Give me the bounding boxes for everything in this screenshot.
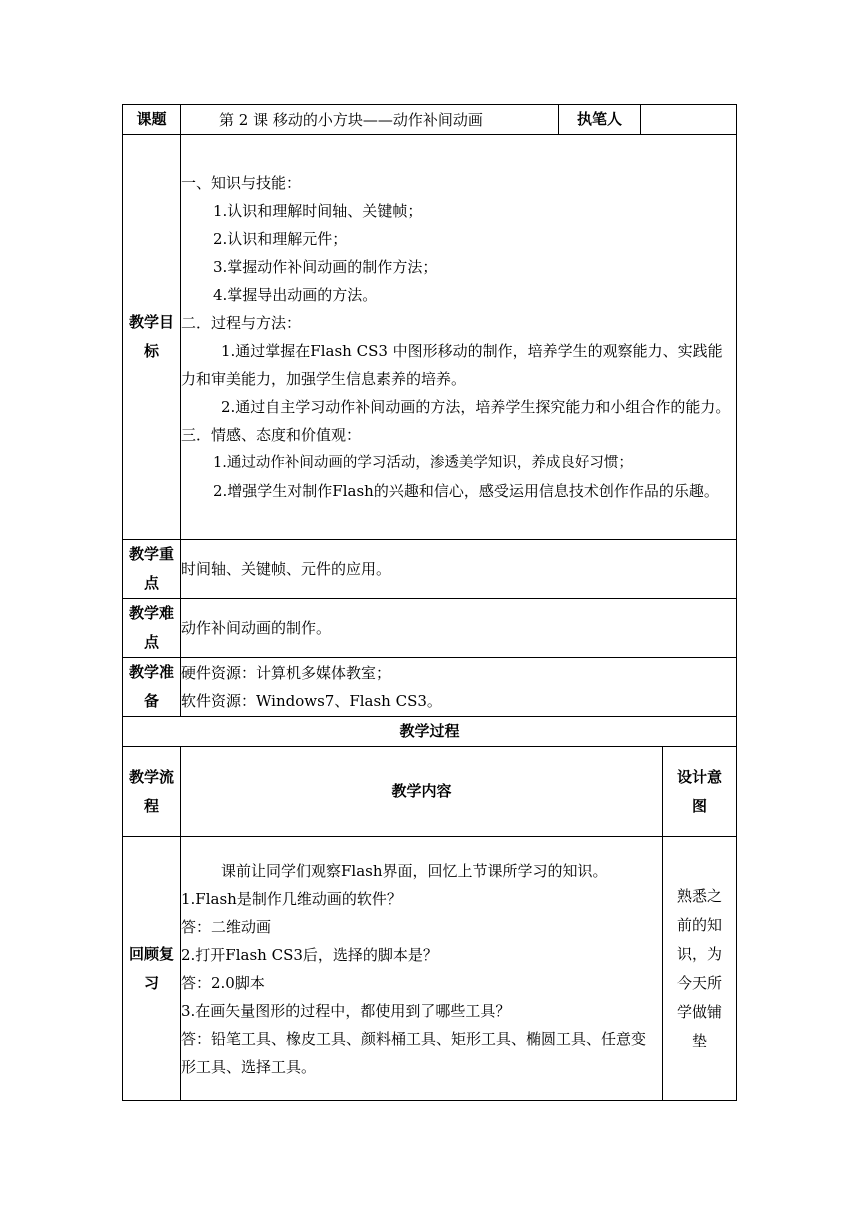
author-label: 执笔人 xyxy=(559,105,641,135)
preparation-content xyxy=(181,658,737,717)
col-content-header: 教学内容 xyxy=(181,747,663,837)
key-points-text: 时间轴、关键帧、元件的应用。 xyxy=(181,540,737,599)
col-intent-header: 设计意图 xyxy=(663,747,737,837)
goals-item: 2.增强学生对制作Flash的兴趣和信心，感受运用信息技术创作作品的乐趣。 xyxy=(213,482,719,500)
review-intro: 课前让同学们观察Flash界面，回忆上节课所学习的知识。 xyxy=(221,861,608,880)
goals-item: 1.通过掌握在Flash CS3 中图形移动的制作，培养学生的观察能力、实践能力和审美能力，加强学生信息素养的培养。 xyxy=(181,342,723,388)
goals-item: 2.通过自主学习动作补间动画的方法，培养学生探究能力和小组合作的能力。 xyxy=(221,398,731,416)
review-answer: 答：2.0脚本 xyxy=(181,973,265,992)
preparation-label: 教学准备 xyxy=(123,658,181,717)
review-answer: 答：二维动画 xyxy=(181,917,272,936)
goals-item: 3.掌握动作补间动画的制作方法； xyxy=(213,258,438,276)
process-title: 教学过程 xyxy=(123,717,737,747)
review-content xyxy=(181,837,663,1101)
difficulties-label: 教学难点 xyxy=(123,599,181,658)
review-question: 1.Flash是制作几维动画的软件？ xyxy=(181,889,402,908)
review-question: 2.打开Flash CS3后，选择的脚本是？ xyxy=(181,945,438,964)
goals-item: 1.认识和理解时间轴、关键帧； xyxy=(213,202,423,220)
goals-item: 4.掌握导出动画的方法。 xyxy=(213,286,378,304)
review-row xyxy=(123,837,737,1101)
lesson-plan-table xyxy=(122,104,737,1101)
review-question: 3.在画矢量图形的过程中，都使用到了哪些工具？ xyxy=(181,1001,511,1020)
preparation-software: 软件资源：Windows7、Flash CS3。 xyxy=(181,692,442,710)
key-points-row xyxy=(123,540,737,599)
author-value xyxy=(641,105,737,135)
goals-section-2: 二．过程与方法： xyxy=(181,314,302,332)
topic-title: 第 2 课 移动的小方块——动作补间动画 xyxy=(181,105,559,135)
col-flow-header: 教学流程 xyxy=(123,747,181,837)
review-answer: 答：铅笔工具、橡皮工具、颜料桶工具、矩形工具、椭圆工具、任意变形工具、选择工具。 xyxy=(181,1029,647,1076)
goals-section-1: 一、知识与技能： xyxy=(181,174,302,192)
topic-label: 课题 xyxy=(123,105,181,135)
review-label: 回顾复习 xyxy=(123,837,181,1101)
goals-content xyxy=(181,135,737,540)
goals-label: 教学目标 xyxy=(123,135,181,540)
key-points-label: 教学重点 xyxy=(123,540,181,599)
goals-item: 1.通过动作补间动画的学习活动，渗透美学知识，养成良好习惯； xyxy=(213,455,633,471)
process-header-row xyxy=(123,747,737,837)
difficulties-text: 动作补间动画的制作。 xyxy=(181,599,737,658)
goals-item: 2.认识和理解元件； xyxy=(213,230,348,248)
topic-row xyxy=(123,105,737,135)
preparation-hardware: 硬件资源：计算机多媒体教室； xyxy=(181,664,392,682)
goals-section-3: 三．情感、态度和价值观： xyxy=(181,426,362,444)
process-title-row xyxy=(123,717,737,747)
preparation-row xyxy=(123,658,737,717)
review-intent: 熟悉之前的知识，为今天所学做铺垫 xyxy=(663,837,737,1101)
goals-row xyxy=(123,135,737,540)
difficulties-row xyxy=(123,599,737,658)
